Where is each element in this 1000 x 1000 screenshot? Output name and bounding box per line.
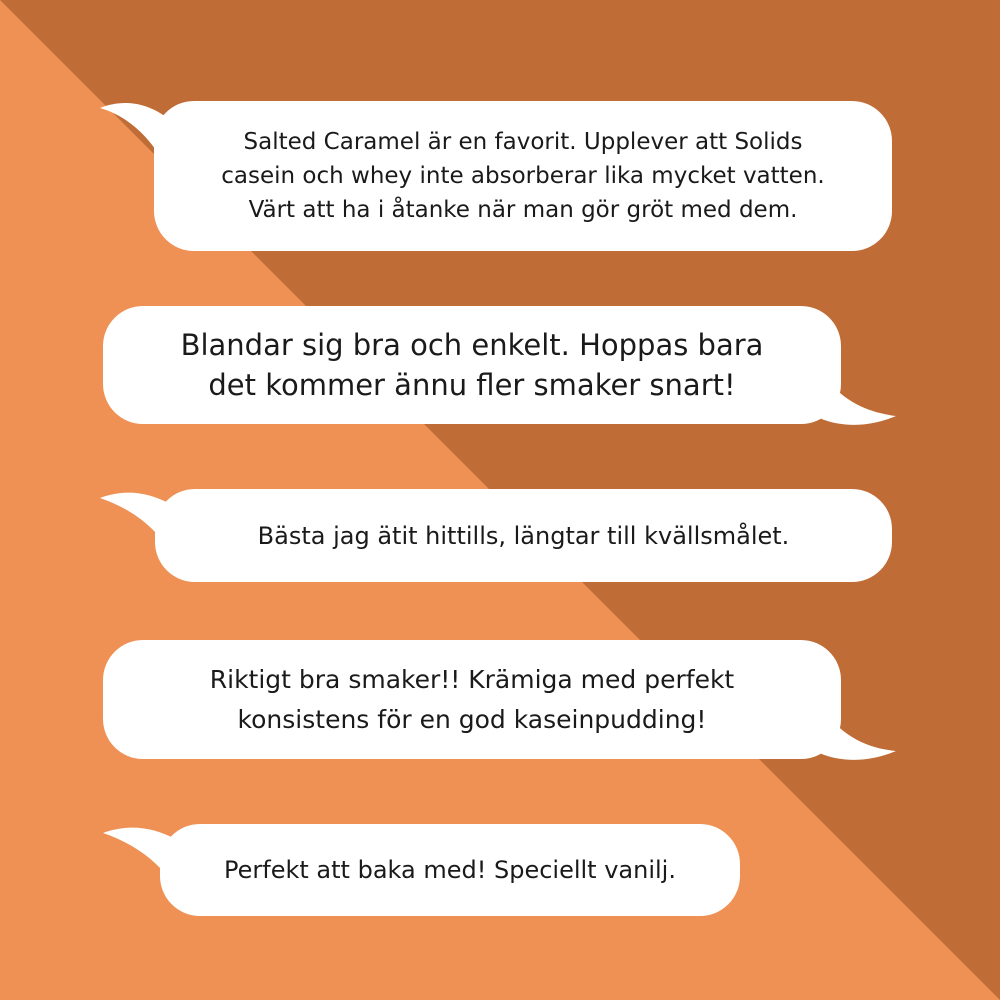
- review-text-3: Bästa jag ätit hittills, längtar till kvällsmålet.: [257, 521, 790, 550]
- review-text-2: Blandar sig bra och enkelt. Hoppas bara det kommer ännu fler smaker snart!: [180, 328, 764, 402]
- review-bubble-3: [155, 489, 892, 582]
- review-bubble-4: [103, 640, 841, 759]
- review-text-1: Salted Caramel är en favorit. Upplever att Solids casein och whey inte absorberar lika mycket vatten. Värt att ha i åtanke när man gör gröt med dem.: [221, 129, 825, 223]
- review-bubble-2: [103, 306, 841, 424]
- review-bubble-1: [154, 101, 892, 251]
- review-text-4: Riktigt bra smaker!! Krämiga med perfekt konsistens för en god kaseinpudding!: [209, 664, 735, 734]
- review-bubble-5: [160, 824, 740, 916]
- review-text-5: Perfekt att baka med! Speciellt vanilj.: [224, 856, 676, 884]
